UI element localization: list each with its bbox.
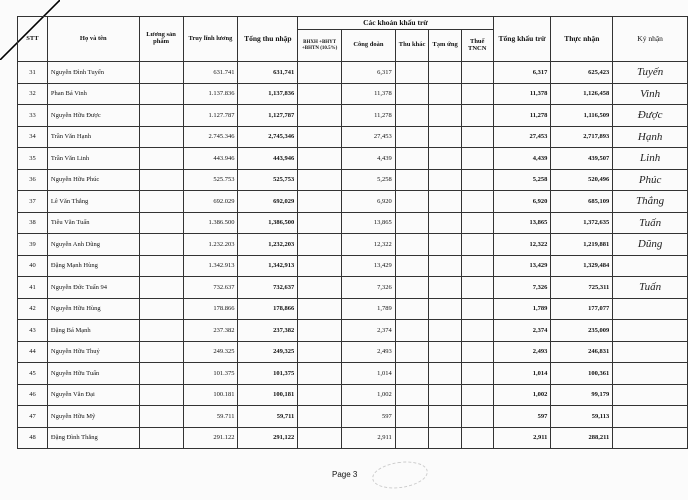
- cell-time-pay: 692.029: [183, 191, 238, 213]
- cell-pit: [461, 427, 493, 449]
- cell-total-deduct: 12,322: [493, 234, 551, 256]
- table-row: [18, 126, 688, 148]
- cell-union: 2,911: [342, 427, 396, 449]
- cell-advance: [429, 298, 461, 320]
- cell-product-pay: [139, 427, 183, 449]
- cell-name: Nguyễn Đình Tuyến: [47, 62, 139, 84]
- cell-name: Lê Văn Thắng: [47, 191, 139, 213]
- cell-insurance: [298, 148, 342, 170]
- table-row: [18, 191, 688, 213]
- cell-time-pay: 631.741: [183, 62, 238, 84]
- cell-product-pay: [139, 255, 183, 277]
- header-other: Thu khác: [395, 30, 429, 62]
- stamp-mark: [370, 458, 429, 492]
- cell-pit: [461, 363, 493, 385]
- cell-stt: 31: [18, 62, 48, 84]
- header-insurance: BHXH +BHYT +BHTN (10.5%): [298, 30, 342, 62]
- cell-signature: Thắng: [613, 191, 688, 213]
- cell-product-pay: [139, 212, 183, 234]
- cell-total-deduct: 2,374: [493, 320, 551, 342]
- cell-signature: [613, 320, 688, 342]
- cell-name: Nguyễn Văn Đại: [47, 384, 139, 406]
- cell-net: 59,113: [551, 406, 613, 428]
- cell-net: 2,717,893: [551, 126, 613, 148]
- cell-stt: 45: [18, 363, 48, 385]
- cell-total-income: 1,127,787: [238, 105, 298, 127]
- cell-advance: [429, 148, 461, 170]
- cell-pit: [461, 212, 493, 234]
- cell-union: 6,920: [342, 191, 396, 213]
- cell-other: [395, 148, 429, 170]
- cell-insurance: [298, 341, 342, 363]
- cell-product-pay: [139, 105, 183, 127]
- cell-total-income: 732,637: [238, 277, 298, 299]
- cell-other: [395, 169, 429, 191]
- cell-signature: Tuấn: [613, 212, 688, 234]
- cell-total-income: 59,711: [238, 406, 298, 428]
- cell-insurance: [298, 277, 342, 299]
- table-row: [18, 406, 688, 428]
- cell-other: [395, 83, 429, 105]
- cell-net: 439,507: [551, 148, 613, 170]
- cell-insurance: [298, 406, 342, 428]
- cell-stt: 35: [18, 148, 48, 170]
- cell-name: Tiêu Văn Tuấn: [47, 212, 139, 234]
- cell-insurance: [298, 234, 342, 256]
- cell-advance: [429, 105, 461, 127]
- cell-advance: [429, 62, 461, 84]
- cell-pit: [461, 341, 493, 363]
- cell-time-pay: 1.232.203: [183, 234, 238, 256]
- cell-pit: [461, 62, 493, 84]
- cell-time-pay: 291.122: [183, 427, 238, 449]
- cell-other: [395, 126, 429, 148]
- cell-insurance: [298, 427, 342, 449]
- header-pit: Thuế TNCN: [461, 30, 493, 62]
- cell-other: [395, 212, 429, 234]
- table-row: [18, 148, 688, 170]
- cell-other: [395, 255, 429, 277]
- cell-other: [395, 320, 429, 342]
- cell-union: 12,322: [342, 234, 396, 256]
- cell-time-pay: 525.753: [183, 169, 238, 191]
- table-row: [18, 62, 688, 84]
- cell-union: 4,439: [342, 148, 396, 170]
- cell-product-pay: [139, 406, 183, 428]
- cell-product-pay: [139, 277, 183, 299]
- cell-net: 1,126,458: [551, 83, 613, 105]
- cell-time-pay: 249.325: [183, 341, 238, 363]
- cell-insurance: [298, 126, 342, 148]
- table-row: [18, 234, 688, 256]
- cell-advance: [429, 255, 461, 277]
- cell-net: 1,329,484: [551, 255, 613, 277]
- cell-net: 520,496: [551, 169, 613, 191]
- cell-union: 5,258: [342, 169, 396, 191]
- cell-total-deduct: 4,439: [493, 148, 551, 170]
- cell-product-pay: [139, 384, 183, 406]
- cell-product-pay: [139, 83, 183, 105]
- cell-insurance: [298, 298, 342, 320]
- cell-net: 100,361: [551, 363, 613, 385]
- cell-total-deduct: 6,920: [493, 191, 551, 213]
- cell-pit: [461, 191, 493, 213]
- cell-union: 1,789: [342, 298, 396, 320]
- cell-total-deduct: 27,453: [493, 126, 551, 148]
- header-total-deduct: Tổng khấu trừ: [493, 17, 551, 62]
- cell-union: 13,429: [342, 255, 396, 277]
- cell-other: [395, 427, 429, 449]
- cell-product-pay: [139, 320, 183, 342]
- page-number: Page 3: [332, 470, 358, 479]
- cell-signature: [613, 341, 688, 363]
- table-row: [18, 427, 688, 449]
- cell-net: 1,219,881: [551, 234, 613, 256]
- cell-name: Trần Văn Hạnh: [47, 126, 139, 148]
- cell-total-deduct: 11,278: [493, 105, 551, 127]
- cell-total-income: 249,325: [238, 341, 298, 363]
- cell-time-pay: 101.375: [183, 363, 238, 385]
- table-row: [18, 83, 688, 105]
- cell-name: Trần Văn Linh: [47, 148, 139, 170]
- table-row: [18, 384, 688, 406]
- table-row: [18, 277, 688, 299]
- cell-stt: 39: [18, 234, 48, 256]
- header-stt: STT: [18, 17, 48, 62]
- cell-advance: [429, 277, 461, 299]
- cell-union: 11,378: [342, 83, 396, 105]
- cell-total-deduct: 1,014: [493, 363, 551, 385]
- cell-stt: 40: [18, 255, 48, 277]
- cell-name: Nguyễn Hữu Mỹ: [47, 406, 139, 428]
- cell-total-income: 2,745,346: [238, 126, 298, 148]
- table-row: [18, 169, 688, 191]
- cell-signature: Được: [613, 105, 688, 127]
- cell-pit: [461, 255, 493, 277]
- cell-union: 6,317: [342, 62, 396, 84]
- cell-time-pay: 443.946: [183, 148, 238, 170]
- cell-advance: [429, 320, 461, 342]
- cell-insurance: [298, 105, 342, 127]
- cell-total-income: 1,342,913: [238, 255, 298, 277]
- cell-signature: Vinh: [613, 83, 688, 105]
- header-product-pay: Lương sản phẩm: [139, 17, 183, 62]
- header-time-pay: Truy lĩnh lương: [183, 17, 238, 62]
- cell-name: Đặng Bá Mạnh: [47, 320, 139, 342]
- cell-total-deduct: 2,911: [493, 427, 551, 449]
- cell-signature: [613, 406, 688, 428]
- cell-insurance: [298, 363, 342, 385]
- cell-total-deduct: 11,378: [493, 83, 551, 105]
- cell-stt: 33: [18, 105, 48, 127]
- cell-stt: 38: [18, 212, 48, 234]
- cell-total-income: 100,181: [238, 384, 298, 406]
- cell-total-deduct: 1,002: [493, 384, 551, 406]
- cell-net: 625,423: [551, 62, 613, 84]
- cell-name: Nguyễn Đức Tuấn 94: [47, 277, 139, 299]
- cell-stt: 41: [18, 277, 48, 299]
- cell-pit: [461, 126, 493, 148]
- cell-insurance: [298, 320, 342, 342]
- cell-pit: [461, 105, 493, 127]
- cell-product-pay: [139, 298, 183, 320]
- cell-total-deduct: 6,317: [493, 62, 551, 84]
- cell-pit: [461, 298, 493, 320]
- cell-other: [395, 277, 429, 299]
- cell-advance: [429, 363, 461, 385]
- cell-union: 1,014: [342, 363, 396, 385]
- cell-signature: [613, 298, 688, 320]
- cell-other: [395, 62, 429, 84]
- cell-net: 235,009: [551, 320, 613, 342]
- cell-net: 725,311: [551, 277, 613, 299]
- cell-union: 13,865: [342, 212, 396, 234]
- cell-stt: 34: [18, 126, 48, 148]
- cell-other: [395, 298, 429, 320]
- cell-total-income: 525,753: [238, 169, 298, 191]
- cell-time-pay: 100.181: [183, 384, 238, 406]
- cell-stt: 44: [18, 341, 48, 363]
- cell-signature: Dũng: [613, 234, 688, 256]
- cell-union: 2,374: [342, 320, 396, 342]
- cell-insurance: [298, 384, 342, 406]
- cell-advance: [429, 191, 461, 213]
- cell-product-pay: [139, 169, 183, 191]
- header-advance: Tạm ứng: [429, 30, 461, 62]
- cell-total-income: 631,741: [238, 62, 298, 84]
- cell-total-income: 1,386,500: [238, 212, 298, 234]
- cell-advance: [429, 83, 461, 105]
- cell-signature: Hạnh: [613, 126, 688, 148]
- cell-insurance: [298, 191, 342, 213]
- cell-name: Nguyễn Anh Dũng: [47, 234, 139, 256]
- cell-total-deduct: 2,493: [493, 341, 551, 363]
- cell-product-pay: [139, 341, 183, 363]
- cell-insurance: [298, 212, 342, 234]
- cell-total-deduct: 5,258: [493, 169, 551, 191]
- cell-time-pay: 1.386.500: [183, 212, 238, 234]
- cell-stt: 42: [18, 298, 48, 320]
- cell-union: 1,002: [342, 384, 396, 406]
- cell-insurance: [298, 169, 342, 191]
- cell-advance: [429, 384, 461, 406]
- cell-other: [395, 234, 429, 256]
- cell-name: Đặng Mạnh Hùng: [47, 255, 139, 277]
- cell-total-income: 237,382: [238, 320, 298, 342]
- cell-product-pay: [139, 234, 183, 256]
- cell-pit: [461, 234, 493, 256]
- cell-advance: [429, 212, 461, 234]
- cell-pit: [461, 384, 493, 406]
- cell-pit: [461, 169, 493, 191]
- cell-total-deduct: 597: [493, 406, 551, 428]
- cell-other: [395, 363, 429, 385]
- cell-other: [395, 191, 429, 213]
- cell-product-pay: [139, 62, 183, 84]
- cell-stt: 48: [18, 427, 48, 449]
- cell-time-pay: 1.137.836: [183, 83, 238, 105]
- header-net: Thực nhận: [551, 17, 613, 62]
- header-sign: Ký nhận: [613, 17, 688, 62]
- cell-net: 288,211: [551, 427, 613, 449]
- cell-time-pay: 237.382: [183, 320, 238, 342]
- header-union: Công đoàn: [342, 30, 396, 62]
- cell-stt: 46: [18, 384, 48, 406]
- header-total-income: Tổng thu nhập: [238, 17, 298, 62]
- cell-signature: Phúc: [613, 169, 688, 191]
- cell-union: 2,493: [342, 341, 396, 363]
- cell-net: 99,179: [551, 384, 613, 406]
- cell-other: [395, 105, 429, 127]
- cell-advance: [429, 234, 461, 256]
- cell-advance: [429, 341, 461, 363]
- cell-time-pay: 732.637: [183, 277, 238, 299]
- table-row: [18, 341, 688, 363]
- cell-product-pay: [139, 148, 183, 170]
- cell-stt: 47: [18, 406, 48, 428]
- cell-time-pay: 1.342.913: [183, 255, 238, 277]
- cell-advance: [429, 169, 461, 191]
- cell-union: 27,453: [342, 126, 396, 148]
- table-row: [18, 363, 688, 385]
- cell-total-income: 178,866: [238, 298, 298, 320]
- cell-stt: 37: [18, 191, 48, 213]
- cell-signature: [613, 384, 688, 406]
- cell-net: 685,109: [551, 191, 613, 213]
- cell-net: 246,831: [551, 341, 613, 363]
- cell-pit: [461, 148, 493, 170]
- table-row: [18, 320, 688, 342]
- table-row: [18, 298, 688, 320]
- cell-signature: Tuấn: [613, 277, 688, 299]
- cell-advance: [429, 406, 461, 428]
- cell-stt: 43: [18, 320, 48, 342]
- cell-total-income: 291,122: [238, 427, 298, 449]
- cell-signature: Linh: [613, 148, 688, 170]
- cell-total-deduct: 1,789: [493, 298, 551, 320]
- payroll-table: [17, 16, 688, 449]
- cell-pit: [461, 277, 493, 299]
- cell-signature: [613, 427, 688, 449]
- cell-product-pay: [139, 191, 183, 213]
- cell-time-pay: 1.127.787: [183, 105, 238, 127]
- cell-total-deduct: 7,326: [493, 277, 551, 299]
- cell-total-income: 1,232,203: [238, 234, 298, 256]
- cell-total-income: 692,029: [238, 191, 298, 213]
- cell-pit: [461, 83, 493, 105]
- cell-total-income: 101,375: [238, 363, 298, 385]
- cell-name: Phan Bá Vinh: [47, 83, 139, 105]
- cell-pit: [461, 320, 493, 342]
- cell-name: Nguyễn Hữu Được: [47, 105, 139, 127]
- cell-time-pay: 178.866: [183, 298, 238, 320]
- cell-stt: 36: [18, 169, 48, 191]
- cell-signature: [613, 363, 688, 385]
- cell-union: 11,278: [342, 105, 396, 127]
- cell-name: Nguyễn Hữu Tuấn: [47, 363, 139, 385]
- cell-insurance: [298, 83, 342, 105]
- cell-insurance: [298, 255, 342, 277]
- cell-name: Đặng Đình Thắng: [47, 427, 139, 449]
- cell-union: 7,326: [342, 277, 396, 299]
- cell-signature: [613, 255, 688, 277]
- cell-other: [395, 341, 429, 363]
- cell-net: 1,372,635: [551, 212, 613, 234]
- cell-total-income: 1,137,836: [238, 83, 298, 105]
- cell-stt: 32: [18, 83, 48, 105]
- cell-time-pay: 2.745.346: [183, 126, 238, 148]
- cell-name: Nguyễn Hữu Thuỷ: [47, 341, 139, 363]
- cell-net: 1,116,509: [551, 105, 613, 127]
- cell-insurance: [298, 62, 342, 84]
- header-name: Họ và tên: [47, 17, 139, 62]
- cell-other: [395, 406, 429, 428]
- cell-total-income: 443,946: [238, 148, 298, 170]
- cell-net: 177,077: [551, 298, 613, 320]
- cell-name: Nguyễn Hữu Phúc: [47, 169, 139, 191]
- cell-time-pay: 59.711: [183, 406, 238, 428]
- cell-advance: [429, 126, 461, 148]
- cell-product-pay: [139, 126, 183, 148]
- cell-other: [395, 384, 429, 406]
- cell-product-pay: [139, 363, 183, 385]
- table-row: [18, 105, 688, 127]
- cell-pit: [461, 406, 493, 428]
- header-deductions: Các khoản khấu trừ: [298, 17, 493, 30]
- cell-total-deduct: 13,865: [493, 212, 551, 234]
- cell-name: Nguyễn Hữu Hùng: [47, 298, 139, 320]
- table-row: [18, 255, 688, 277]
- cell-union: 597: [342, 406, 396, 428]
- cell-signature: Tuyến: [613, 62, 688, 84]
- cell-advance: [429, 427, 461, 449]
- cell-total-deduct: 13,429: [493, 255, 551, 277]
- table-row: [18, 212, 688, 234]
